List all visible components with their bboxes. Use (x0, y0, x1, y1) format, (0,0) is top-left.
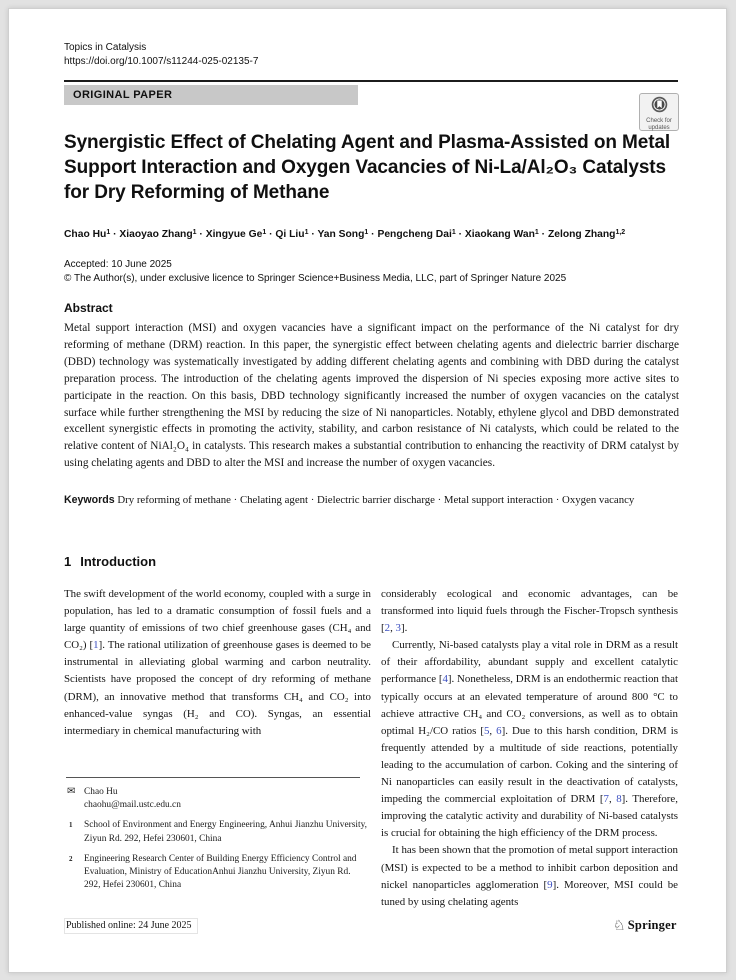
crossmark-label-line1: Check for (646, 118, 672, 124)
text-segment: 1 (364, 228, 369, 236)
article-type-banner: ORIGINAL PAPER (64, 85, 358, 105)
paragraph (381, 842, 678, 910)
paragraph (381, 637, 678, 842)
keywords-line (64, 492, 679, 509)
correspondence-block (64, 786, 368, 812)
citation-link[interactable]: 9 (547, 878, 553, 891)
text-segment: · Xiaokang Wan (455, 229, 535, 240)
intro-right-column (381, 586, 678, 911)
text-segment: considerably ecological and economic advantages, can be transformed into liquid fuels through the Fischer-Tropsch synthesis [ (381, 588, 678, 635)
citation-link[interactable]: 7 (603, 793, 609, 806)
accepted-date: Accepted: 10 June 2025 (64, 259, 172, 270)
journal-name: Topics in Catalysis (64, 42, 147, 53)
affiliation-text: School of Environment and Energy Engineering, Anhui Jianzhu University, Ziyun Rd. 292, Hefei 230601, China (84, 820, 368, 844)
author-list (64, 229, 704, 240)
affiliation-item (64, 853, 368, 893)
corresponding-author-name: Chao Hu (84, 787, 118, 797)
text-segment: ]. (401, 622, 408, 635)
abstract-text: Metal support interaction (MSI) and oxygen vacancies have a significant impact on the performance of the Ni catalyst for dry reforming of methane (DRM) reaction. In this paper, the synergistic effect between chelating agents and dielectric barrier discharge (DBD) technology was systematically investigated by adding different chelating agents and combining with DBD during the catalyst preparation process. The introduction of the chelating agents improved the dispersion of Ni species exposing more active sites to participate in the reaction. On this basis, DBD technology significantly increased the number of oxygen vacancies on the catalyst surface while further strengthening the MSI by reducing the size of Ni nanoparticles. Notably, ethylene glycol and DBD demonstrated excellent synergistic effects in promoting the activity, stability, and carbon resistance of Ni catalysts, which could be related to the relative content of NiAl₂O₄ in catalysts. This research makes a substantial contribution to enhancing the reactivity of DRM catalyst by using chelating agents and DBD to alter the MSI and increase the number of oxygen vacancies. (64, 322, 679, 470)
footnote-rule (66, 777, 360, 778)
text-segment: ]. Nonetheless, DRM is an endothermic reaction that typically occurs at an elevated temperature of around 800 °C to achieve attractive CH₄ and CO₂ conversions, as well as to obtain optimal H₂/CO ratios [ (381, 673, 678, 737)
check-for-updates-badge[interactable] (639, 93, 679, 131)
citation-link[interactable]: 1 (93, 639, 99, 652)
affiliation-marker: 2 (69, 854, 73, 863)
springer-knight-icon: ♘ (613, 919, 626, 934)
citation-link[interactable]: 4 (442, 673, 448, 686)
section-heading-introduction (64, 554, 156, 569)
text-segment: 1 (534, 228, 539, 236)
crossmark-label-line2: updates (648, 124, 670, 131)
text-segment: 1 (192, 228, 197, 236)
text-segment: , (390, 622, 396, 635)
corresponding-author-email[interactable]: chaohu@mail.ustc.edu.cn (84, 800, 181, 811)
header-rule (64, 80, 678, 82)
section-number: 1 (64, 554, 72, 569)
footnotes-block (64, 786, 368, 899)
published-online-date: Published online: 24 June 2025 (64, 918, 198, 934)
springer-wordmark: Springer (627, 918, 677, 932)
text-segment: Keywords (64, 494, 115, 506)
citation-link[interactable]: 2 (384, 622, 391, 635)
text-segment: It has been shown that the promotion of metal support interaction (MSI) is expected to be a method to inhibit carbon deposition and nickel nanoparticles agglomeration [ (381, 844, 678, 891)
text-segment: , (608, 793, 617, 806)
citation-link[interactable]: 3 (395, 622, 401, 635)
text-segment: Chao Hu (64, 229, 107, 240)
envelope-icon: ✉ (67, 786, 76, 797)
copyright-line: © The Author(s), under exclusive licence to Springer Science+Business Media, LLC, part of Springer Nature 2025 (64, 273, 567, 284)
intro-left-column (64, 586, 371, 740)
text-segment: ]. Therefore, improving the catalytic activity and durability of Ni-based catalysts is crucial for obtaining the high efficiency of the DRM process. (381, 793, 678, 840)
text-segment: , (489, 724, 497, 737)
text-segment: 1 (106, 228, 111, 236)
text-segment: 1 (304, 228, 309, 236)
text-segment: The swift development of the world economy, coupled with a surge in population, has led to a dramatic consumption of fossil fuels and a large quantity of emissions of two chief greenhouse gases (CH₄ and CO₂) [ (64, 588, 371, 652)
affiliation-item (64, 819, 368, 845)
citation-link[interactable]: 8 (616, 793, 622, 806)
paragraph (64, 586, 371, 740)
journal-header (64, 41, 258, 69)
springer-logo (613, 917, 677, 934)
affiliation-text: Engineering Research Center of Building Energy Efficiency Control and Evaluation, Ministry of EducationAnhui Jianzhu University, Ziyun Rd. 292, Hefei 230601, China (84, 853, 357, 891)
text-segment: ]. Due to this harsh condition, DRM is frequently attended by a multitude of side reactions, potentially leading to the accumulation of carbon. Coking and the sintering of Ni nanoparticles can easily result in the deactivation of catalysts, impeding the commercial exploitation of DRM [ (381, 724, 678, 806)
text-segment: Currently, Ni-based catalysts play a vital role in DRM as a result of their affordability, abundant supply and excellent catalytic performance [ (381, 639, 678, 686)
text-segment: 1 (262, 228, 267, 236)
citation-link[interactable]: 5 (483, 724, 490, 737)
text-segment: · Xiaoyao Zhang (110, 229, 193, 240)
text-segment: Dry reforming of methane · Chelating agent · Dielectric barrier discharge · Metal support interaction · Oxygen vacancy (114, 494, 635, 506)
abstract-heading: Abstract (64, 301, 113, 315)
text-segment: 1,2 (615, 228, 626, 236)
citation-link[interactable]: 6 (496, 724, 502, 737)
article-page (8, 8, 727, 973)
text-segment: · Zelong Zhang (538, 229, 616, 240)
paragraph (381, 586, 678, 637)
text-segment: 1 (451, 228, 456, 236)
affiliation-marker: 1 (69, 821, 73, 830)
text-segment: · Qi Liu (266, 229, 305, 240)
section-title: Introduction (80, 554, 157, 569)
text-segment: ]. The rational utilization of greenhouse gases is deemed to be instrumental in alleviating global warming and carbon neutrality. Scientists have proposed the concept of dry reforming of methane (DRM), an innovative method that transforms CH₄ and CO₂ into enhanced-value syngas (H₂ and CO). Syngas, an essential intermediary in chemical manufacturing with (64, 639, 371, 737)
text-segment: · Xingyue Ge (196, 229, 263, 240)
crossmark-icon (651, 96, 668, 113)
text-segment: · Pengcheng Dai (368, 229, 452, 240)
article-title: Synergistic Effect of Chelating Agent and Plasma-Assisted on Metal Support Interaction and Oxygen Vacancies of Ni-La/Al₂O₃ Catalysts for Dry Reforming of Methane (64, 132, 671, 203)
text-segment: ]. Moreover, MSI could be tuned by using chelating agents (381, 878, 678, 908)
doi-link[interactable]: https://doi.org/10.1007/s11244-025-02135-7 (64, 56, 259, 67)
text-segment: · Yan Song (308, 229, 365, 240)
